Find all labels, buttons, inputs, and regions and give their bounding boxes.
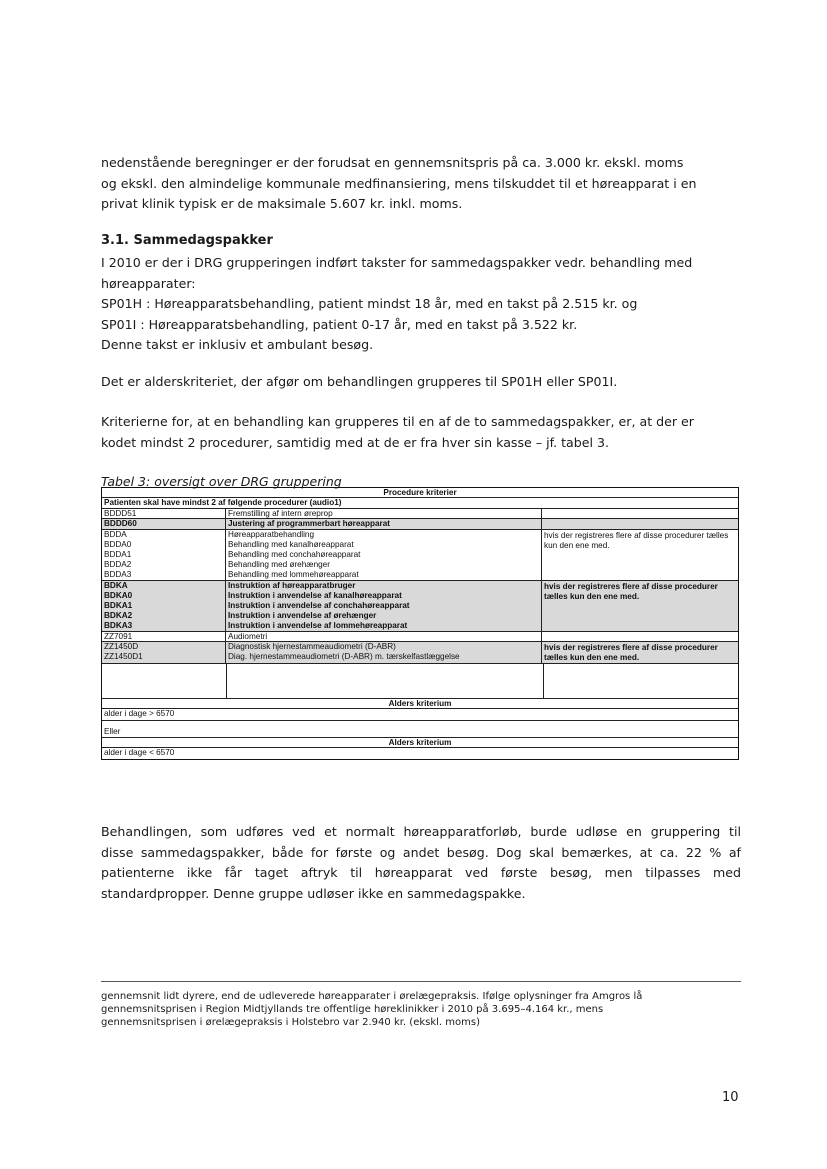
table-group-bdka xyxy=(102,581,738,632)
drg-table xyxy=(101,487,739,760)
note-cell: hvis der registreres flere af disse procedurer tælles kun den ene med. xyxy=(544,530,729,550)
text-line: kodet mindst 2 procedurer, samtidig med at de er fra hver sin kasse – jf. tabel 3. xyxy=(101,434,610,450)
code-cell: BDDD60 xyxy=(102,519,226,528)
note-cell xyxy=(542,509,738,518)
table-row xyxy=(102,519,738,529)
desc-column xyxy=(226,642,542,663)
table-caption-text: Tabel 3: oversigt over DRG gruppering xyxy=(101,474,342,489)
desc-cell: Instruktion i anvendelse af ørehænger xyxy=(228,610,377,620)
desc-column xyxy=(226,530,542,580)
desc-cell: Diagnostisk hjernestammeaudiometri (D-ABR) xyxy=(228,641,396,651)
desc-cell: Behandling med ørehænger xyxy=(228,559,330,569)
footnote xyxy=(101,990,741,1029)
section-paragraph xyxy=(101,253,741,356)
desc-cell: Fremstilling af intern øreprop xyxy=(226,509,542,518)
desc-cell: Behandling med lommehøreapparat xyxy=(228,569,359,579)
age-value: alder i dage > 6570 xyxy=(102,709,738,720)
code-cell: BDKA2 xyxy=(104,610,133,620)
table-group-bdda xyxy=(102,530,738,581)
text-line: høreapparater: xyxy=(101,275,196,291)
section-heading: 3.1. Sammedagspakker xyxy=(101,233,273,248)
closing-paragraph xyxy=(101,822,741,904)
patient-requirement-row xyxy=(102,498,738,508)
code-cell: BDKA1 xyxy=(104,600,133,610)
note-cell: hvis der registreres flere af disse procedurer tælles kun den ene med. xyxy=(544,581,718,601)
desc-cell: Diag. hjernestammeaudiometri (D-ABR) m. tærskelfastlæggelse xyxy=(228,651,460,661)
criteria-sentence xyxy=(101,372,741,393)
or-label: Eller xyxy=(102,721,738,738)
code-cell: BDDA1 xyxy=(104,549,132,559)
code-cell: BDKA xyxy=(104,580,128,590)
patient-requirement: Patienten skal have mindst 2 af følgende procedurer (audio1) xyxy=(104,498,342,508)
desc-cell: Justering af programmerbart høreapparat xyxy=(226,519,542,528)
text-line: Behandlingen, som udføres ved et normalt høreapparatforløb, burde udløse en gruppering til xyxy=(101,824,741,839)
footnote-divider xyxy=(101,981,741,982)
desc-cell: Audiometri xyxy=(226,632,542,641)
empty-row xyxy=(102,664,738,699)
text-line: og ekskl. den almindelige kommunale medfinansiering, mens tilskuddet til et høreapparat i en xyxy=(101,175,697,191)
text-line: SP01H : Høreapparatsbehandling, patient mindst 18 år, med en takst på 2.515 kr. og xyxy=(101,296,638,311)
text-line: nedenstående beregninger er der forudsat en gennemsnitspris på ca. 3.000 kr. ekskl. moms xyxy=(101,155,684,170)
desc-cell: Instruktion i anvendelse af kanalhøreapparat xyxy=(228,590,402,600)
code-cell: BDDA xyxy=(104,529,127,539)
text-line: Det er alderskriteriet, der afgør om behandlingen grupperes til SP01H eller SP01I. xyxy=(101,374,618,389)
code-cell: BDKA0 xyxy=(104,590,133,600)
table-header-row xyxy=(102,488,738,498)
code-cell: BDDA0 xyxy=(104,539,132,549)
age-criterion-header: Alders kriterium xyxy=(388,737,452,747)
intro-paragraph xyxy=(101,153,741,215)
age-criterion-header: Alders kriterium xyxy=(388,698,452,708)
text-line: patienterne ikke får taget aftryk til høreapparat ved første besøg, men tilpasses med xyxy=(101,865,741,880)
footnote-line: gennemsnit lidt dyrere, end de udleverede høreapparater i ørelægepraksis. Ifølge oplysninger fra Amgros lå xyxy=(101,991,643,1002)
code-column xyxy=(102,642,226,663)
desc-cell: Instruktion i anvendelse af conchahøreapparat xyxy=(228,600,410,610)
table-row xyxy=(102,632,738,642)
desc-column xyxy=(226,581,542,631)
footnote-line: gennemsnitsprisen i Region Midtjyllands tre offentlige høreklinikker i 2010 på 3.695–4.164 kr., mens xyxy=(101,1004,604,1015)
page-number: 10 xyxy=(722,1090,739,1105)
text-line: disse sammedagspakker, både for første og andet besøg. Dog skal bemærkes, at ca. 22 % af xyxy=(101,844,741,860)
table-group-zz1450 xyxy=(102,642,738,664)
age-header-row xyxy=(102,699,738,709)
footnote-line: gennemsnitsprisen i ørelægepraksis i Holstebro var 2.940 kr. (ekskl. moms) xyxy=(101,1017,480,1028)
note-cell xyxy=(542,632,738,641)
age-header-row xyxy=(102,738,738,748)
text-line: Kriterierne for, at en behandling kan grupperes til en af de to sammedagspakker, er, at der er xyxy=(101,414,694,429)
code-column xyxy=(102,530,226,580)
code-cell: ZZ1450D1 xyxy=(104,651,143,661)
code-column xyxy=(102,581,226,631)
table-row xyxy=(102,509,738,519)
note-cell xyxy=(542,519,738,528)
code-cell: ZZ7091 xyxy=(102,632,226,641)
text-line: I 2010 er der i DRG grupperingen indført takster for sammedagspakker vedr. behandling med xyxy=(101,255,693,270)
text-line: standardpropper. Denne gruppe udløser ikke en sammedagspakke. xyxy=(101,885,526,901)
text-line: privat klinik typisk er de maksimale 5.607 kr. inkl. moms. xyxy=(101,196,463,211)
code-cell: BDDA2 xyxy=(104,559,132,569)
text-line: SP01I : Høreapparatsbehandling, patient 0-17 år, med en takst på 3.522 kr. xyxy=(101,316,578,332)
desc-cell: Instruktion i anvendelse af lommehøreapparat xyxy=(228,620,408,630)
text-line: Denne takst er inklusiv et ambulant besøg. xyxy=(101,337,374,352)
criteria-paragraph xyxy=(101,412,741,453)
code-cell: ZZ1450D xyxy=(104,641,139,651)
desc-cell: Behandling med conchahøreapparat xyxy=(228,549,361,559)
code-cell: BDKA3 xyxy=(104,620,133,630)
desc-cell: Behandling med kanalhøreapparat xyxy=(228,539,354,549)
code-cell: BDDD51 xyxy=(102,509,226,518)
age-value: alder i dage < 6570 xyxy=(104,748,175,758)
procedure-header: Procedure kriterier xyxy=(383,488,457,497)
desc-cell: Høreapparatbehandling xyxy=(228,529,315,539)
code-cell: BDDA3 xyxy=(104,569,132,579)
note-cell: hvis der registreres flere af disse procedurer tælles kun den ene med. xyxy=(544,642,718,662)
desc-cell: Instruktion af høreapparatbruger xyxy=(228,580,356,590)
